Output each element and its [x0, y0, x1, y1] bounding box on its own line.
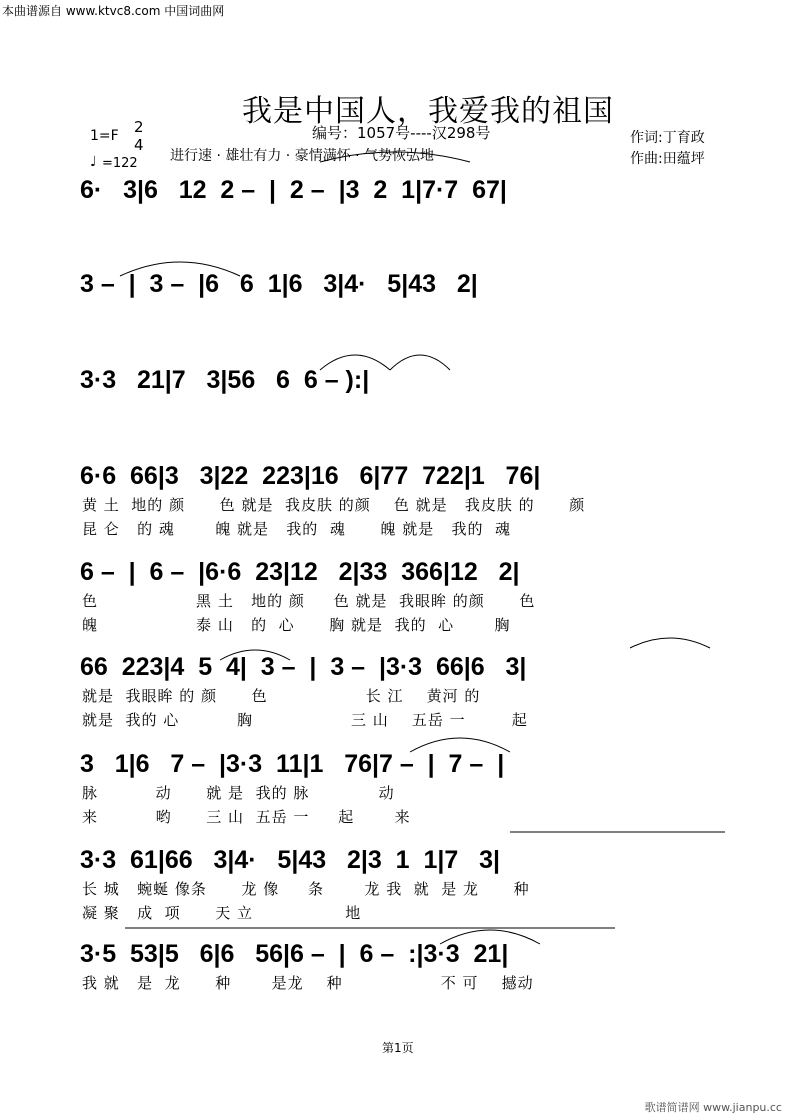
slur-arc: [390, 355, 450, 370]
lyric-line: 长 城 蜿蜒 像条 龙 像 条 龙 我 就 是 龙 种: [82, 880, 530, 898]
slur-arc: [120, 262, 240, 276]
time-top: 2: [134, 118, 144, 136]
tempo-mark: =122: [102, 156, 138, 171]
lyric-line: 就是 我的 心 胸 三 山 五岳 一 起: [82, 711, 528, 729]
song-number: 编号：1057号----汉298号: [312, 124, 491, 142]
quarter-note-icon: ♩: [90, 154, 97, 170]
lyric-line: 就是 我眼眸 的 颜 色 长 江 黄河 的: [82, 687, 481, 705]
slur-arc: [220, 650, 290, 660]
notation-line: 66 223|4 5 4| 3 – | 3 – |3·3 66|6 3|: [80, 653, 527, 681]
lyric-line: 我 就 是 龙 种 是龙 种 不 可 撼动: [82, 974, 534, 992]
notation-line: 6·6 66|3 3|22 223|16 6|77 722|1 76|: [80, 462, 541, 490]
lyric-line: 来 哟 三 山 五岳 一 起 来: [82, 808, 411, 826]
time-bottom: 4: [134, 136, 144, 154]
slur-arc: [320, 355, 390, 370]
song-title: 我是中国人，我爱我的祖国: [242, 94, 614, 129]
lyric-line: 黄 土 地的 颜 色 就是 我皮肤 的颜 色 就是 我皮肤 的 颜: [82, 496, 586, 514]
notation-line: 6· 3|6 12 2 – | 2 – |3 2 1|7·7 67|: [80, 176, 507, 204]
lyric-line: 昆 仑 的 魂 魄 就是 我的 魂 魄 就是 我的 魂: [82, 520, 512, 538]
lyric-line: 脉 动 就 是 我的 脉 动: [82, 784, 395, 802]
lyricist-credit: 作词:丁育政: [630, 130, 705, 146]
composer-credit: 作曲:田蕴坪: [630, 151, 705, 167]
slur-arc: [320, 152, 470, 162]
lyric-line: 魄 泰 山 的 心 胸 就是 我的 心 胸: [82, 616, 511, 634]
notation-line: 3·5 53|5 6|6 56|6 – | 6 – :|3·3 21|: [80, 940, 509, 968]
performance-style: 进行速 · 雄壮有力 · 豪情满怀 · 气势恢弘地: [170, 148, 435, 164]
slur-arc: [410, 738, 510, 752]
notation-line: 3 1|6 7 – |3·3 11|1 76|7 – | 7 – |: [80, 750, 505, 778]
notation-line: 3·3 61|66 3|4· 5|43 2|3 1 1|7 3|: [80, 846, 501, 874]
page-number: 第1页: [382, 1041, 414, 1055]
source-note: 本曲谱源自 www.ktvc8.com 中国词曲网: [2, 4, 225, 18]
lyric-line: 色 黑 土 地的 颜 色 就是 我眼眸 的颜 色: [82, 592, 536, 610]
slur-arc: [440, 930, 540, 944]
slur-arc: [630, 638, 710, 648]
notation-line: 6 – | 6 – |6·6 23|12 2|33 366|12 2|: [80, 558, 520, 586]
watermark: 歌谱简谱网 www.jianpu.cc: [644, 1101, 782, 1114]
lyric-line: 凝 聚 成 项 天 立 地: [82, 904, 362, 922]
key-signature: 1=F: [90, 128, 119, 144]
notation-line: 3·3 21|7 3|56 6 6 – ):|: [80, 366, 370, 394]
notation-line: 3 – | 3 – |6 6 1|6 3|4· 5|43 2|: [80, 270, 478, 298]
